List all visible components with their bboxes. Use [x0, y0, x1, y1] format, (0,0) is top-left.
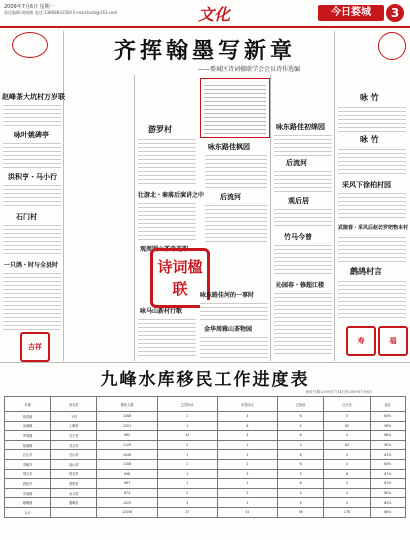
column-divider — [63, 31, 64, 361]
table-cell: 下村 — [51, 412, 97, 422]
table-cell: 1025 — [97, 498, 157, 508]
table-cell: 4 — [324, 450, 370, 460]
poem-title: 咏东路佳河的一事时 — [200, 292, 255, 299]
poem-body — [205, 152, 267, 190]
table-cell: 5 — [278, 469, 324, 479]
table-cell: 塔石乡 — [5, 469, 51, 479]
column-header: 未签协议 — [217, 397, 277, 412]
poem-body — [138, 136, 196, 186]
poem-title: 后流河 — [220, 192, 241, 201]
table-cell: 4 — [324, 459, 370, 469]
poem-body — [200, 300, 268, 320]
table-row — [5, 479, 406, 489]
table-cell: 3 — [157, 498, 217, 508]
table-cell: 雅畈镇 — [5, 498, 51, 508]
table-cell: 84 — [324, 440, 370, 450]
poem-title: 洪积亨・马小行 — [8, 172, 57, 181]
table-cell: 琅琊镇 — [5, 440, 51, 450]
table-cell: 4 — [217, 412, 277, 422]
table-cell: 3 — [217, 469, 277, 479]
progress-table — [4, 396, 406, 518]
table-row — [5, 421, 406, 431]
calligraphy-seal: 诗词楹联 — [150, 248, 210, 308]
table-cell: 汤溪镇 — [5, 421, 51, 431]
table-row — [5, 412, 406, 422]
table-cell: 6 — [278, 412, 324, 422]
table-cell: 1 — [217, 450, 277, 460]
issue-date: 2009年7月6日 星期一 — [4, 4, 55, 10]
table-cell: 1046 — [97, 450, 157, 460]
table-cell: 4 — [324, 498, 370, 508]
poem-title: 咏 竹 — [360, 134, 379, 144]
table-cell: 987 — [97, 479, 157, 489]
feature-subtitle: ——婺城区诗词楹联学会会员诗作选编 — [197, 66, 300, 73]
poem-body — [338, 234, 406, 262]
table-cell: 27 — [157, 507, 217, 517]
poem-body — [338, 104, 406, 132]
poem-title: 游罗村 — [148, 124, 172, 134]
red-stamp-icon: 寿 — [346, 326, 376, 356]
table-cell: 前山村 — [51, 459, 97, 469]
table-cell: 12456 — [97, 507, 157, 517]
table-cell: 14 — [157, 431, 217, 441]
table-cell: 5 — [278, 498, 324, 508]
column-header: 乡镇 — [5, 397, 51, 412]
table-cell: 1129 — [97, 440, 157, 450]
poem-title: 石门村 — [16, 212, 37, 221]
table-cell: 6 — [278, 479, 324, 489]
table-cell: 后王村 — [51, 431, 97, 441]
table-body — [5, 412, 406, 518]
column-header: 移民人数 — [97, 397, 157, 412]
table-cell: 4 — [324, 488, 370, 498]
column-divider — [134, 75, 135, 361]
poem-title: 咏 竹 — [360, 92, 379, 102]
table-cell: 3 — [278, 440, 324, 450]
poem-body — [274, 290, 332, 356]
poem-body — [138, 200, 196, 240]
poem-title: 鹧鸪村言 — [350, 266, 382, 276]
table-row — [5, 450, 406, 460]
table-cell: 长山村 — [51, 450, 97, 460]
table-row — [5, 498, 406, 508]
table-cell: 3 — [324, 412, 370, 422]
table-cell: 2 — [157, 440, 217, 450]
table-cell: 4 — [324, 431, 370, 441]
poem-body — [3, 270, 61, 330]
table-cell: 81% — [370, 479, 406, 489]
poem-body — [274, 206, 332, 228]
table-cell: 6 — [278, 459, 324, 469]
table-cell: 2 — [217, 488, 277, 498]
poem-title: 赵峰茶大坑村万岁联 — [2, 92, 65, 101]
table-cell: 1 — [157, 450, 217, 460]
red-stamp-icon: 吉祥 — [20, 332, 50, 362]
feature-title: 齐挥翰墨写新章 — [113, 38, 296, 64]
table-cell: 4 — [217, 431, 277, 441]
poem-body — [338, 278, 406, 318]
paper-name-banner: 今日婺城 — [318, 5, 384, 21]
poem-title: 咏东路佳枫园 — [208, 142, 250, 151]
table-cell: 合计 — [5, 507, 51, 517]
table-row — [5, 507, 406, 517]
poem-body — [3, 222, 61, 256]
poem-body — [138, 254, 148, 304]
table-cell: 1108 — [97, 459, 157, 469]
table-cell: 83% — [370, 450, 406, 460]
table-cell: 62 — [324, 421, 370, 431]
table-cell: 龙头村 — [51, 440, 97, 450]
table-cell: 1 — [157, 459, 217, 469]
table-cell: 6 — [324, 469, 370, 479]
editor-contact: 责任编辑:胡晓敏 电话:13808831500 E-mail:bsrb@163.com — [4, 10, 118, 15]
table-cell: 1 — [157, 412, 217, 422]
column-header: 备注 — [370, 397, 406, 412]
poem-title: 咏东路佳初绵园 — [276, 122, 325, 131]
page-header — [0, 0, 410, 28]
table-cell: 948 — [97, 469, 157, 479]
table-cell: 8 — [217, 421, 277, 431]
table-title: 九峰水库移民工作进度表 — [100, 370, 310, 390]
table-cell: 长山乡 — [5, 450, 51, 460]
poem-body — [338, 146, 406, 176]
poem-title: 竹马今曾 — [284, 232, 312, 241]
poem-title: 武陵春・采风后赵访罗吧物本村 — [338, 225, 409, 231]
table-cell: 上畈村 — [51, 421, 97, 431]
table-cell: 1201 — [97, 421, 157, 431]
intro-text — [204, 82, 266, 134]
page-number-badge: 3 — [386, 4, 404, 22]
table-row — [5, 440, 406, 450]
poem-body — [274, 242, 332, 276]
table-cell: 6 — [278, 450, 324, 460]
table-cell: 1 — [157, 421, 217, 431]
column-header: 已签协议 — [157, 397, 217, 412]
table-cell: 98% — [370, 421, 406, 431]
table-cell: 塔石村 — [51, 469, 97, 479]
table-cell: 莘畈乡 — [5, 459, 51, 469]
table-cell — [51, 507, 97, 517]
table-row — [5, 469, 406, 479]
column-divider — [334, 31, 335, 361]
table-cell: 982 — [97, 431, 157, 441]
poem-title: 沁园春・修超江楼 — [276, 282, 325, 289]
poem-title: 一只鸽・时与全县时 — [4, 262, 59, 269]
table-cell: 3 — [324, 479, 370, 489]
table-cell: 1 — [157, 479, 217, 489]
column-header: 所在村 — [51, 397, 97, 412]
table-header-row — [5, 397, 406, 412]
table-cell: 90% — [370, 440, 406, 450]
table-cell: 箬阳村 — [51, 479, 97, 489]
table-cell: 1 — [217, 440, 277, 450]
table-date-note: 统计日期:2009年7月4日至2009年7月6日 — [306, 390, 373, 394]
decorative-seal-icon — [12, 32, 48, 58]
column-header: 已拆房 — [278, 397, 324, 412]
poem-title: 咏马山新村行歌 — [140, 308, 183, 315]
table-cell: 56 — [278, 507, 324, 517]
table-cell: 178 — [324, 507, 370, 517]
decorative-seal-icon — [378, 32, 406, 60]
table-cell: 岩头村 — [51, 488, 97, 498]
table-row — [5, 488, 406, 498]
table-cell: 84% — [370, 412, 406, 422]
table-cell: 箬阳乡 — [5, 479, 51, 489]
poem-title: 采风下徐柏村园 — [342, 180, 391, 189]
poem-body — [200, 334, 268, 358]
red-stamp-icon: 福 — [378, 326, 408, 356]
table-cell: 雅畈村 — [51, 498, 97, 508]
table-cell: 罗埠镇 — [5, 431, 51, 441]
table-cell: 1 — [217, 479, 277, 489]
column-header: 百分比 — [324, 397, 370, 412]
header-divider — [0, 26, 410, 28]
table-cell: 84% — [370, 459, 406, 469]
table-cell: 80% — [370, 488, 406, 498]
table-cell: 1 — [157, 469, 217, 479]
poem-body — [3, 102, 61, 128]
table-cell: 安地镇 — [5, 488, 51, 498]
poem-body — [3, 182, 61, 208]
poem-body — [338, 190, 406, 220]
section-divider — [0, 362, 410, 363]
poem-body — [138, 316, 196, 356]
column-divider — [270, 75, 271, 361]
poem-title: 后流河 — [286, 158, 307, 167]
table-cell: 874 — [97, 488, 157, 498]
table-cell: 蒋堂镇 — [5, 412, 51, 422]
table-cell: 86% — [370, 431, 406, 441]
table-cell: 41 — [217, 507, 277, 517]
section-tag: 文化 — [198, 5, 231, 24]
table-row — [5, 431, 406, 441]
poem-body — [274, 168, 332, 192]
poem-body — [205, 202, 267, 242]
table-cell: 4 — [278, 421, 324, 431]
poem-body — [3, 140, 61, 170]
table-cell: 1 — [217, 498, 277, 508]
intro-box — [200, 78, 270, 138]
table-cell: 85% — [370, 498, 406, 508]
poem-title: 金华周雅山茶物园 — [204, 326, 253, 333]
poem-title: 观周围山茶奇花即 — [140, 246, 189, 253]
table-row — [5, 459, 406, 469]
table-cell: 2 — [217, 459, 277, 469]
table-cell: 87% — [370, 469, 406, 479]
table-cell: 1268 — [97, 412, 157, 422]
poem-body — [274, 132, 332, 156]
poem-title: 观后居 — [288, 196, 309, 205]
table-cell: 6 — [278, 431, 324, 441]
table-cell: 4 — [278, 488, 324, 498]
poem-title: 壮游北・秦落后演讲之中 — [138, 192, 205, 199]
table-cell: 2 — [157, 488, 217, 498]
poem-title: 咏叶姚碑亭 — [14, 130, 49, 139]
table-cell: 86% — [370, 507, 406, 517]
